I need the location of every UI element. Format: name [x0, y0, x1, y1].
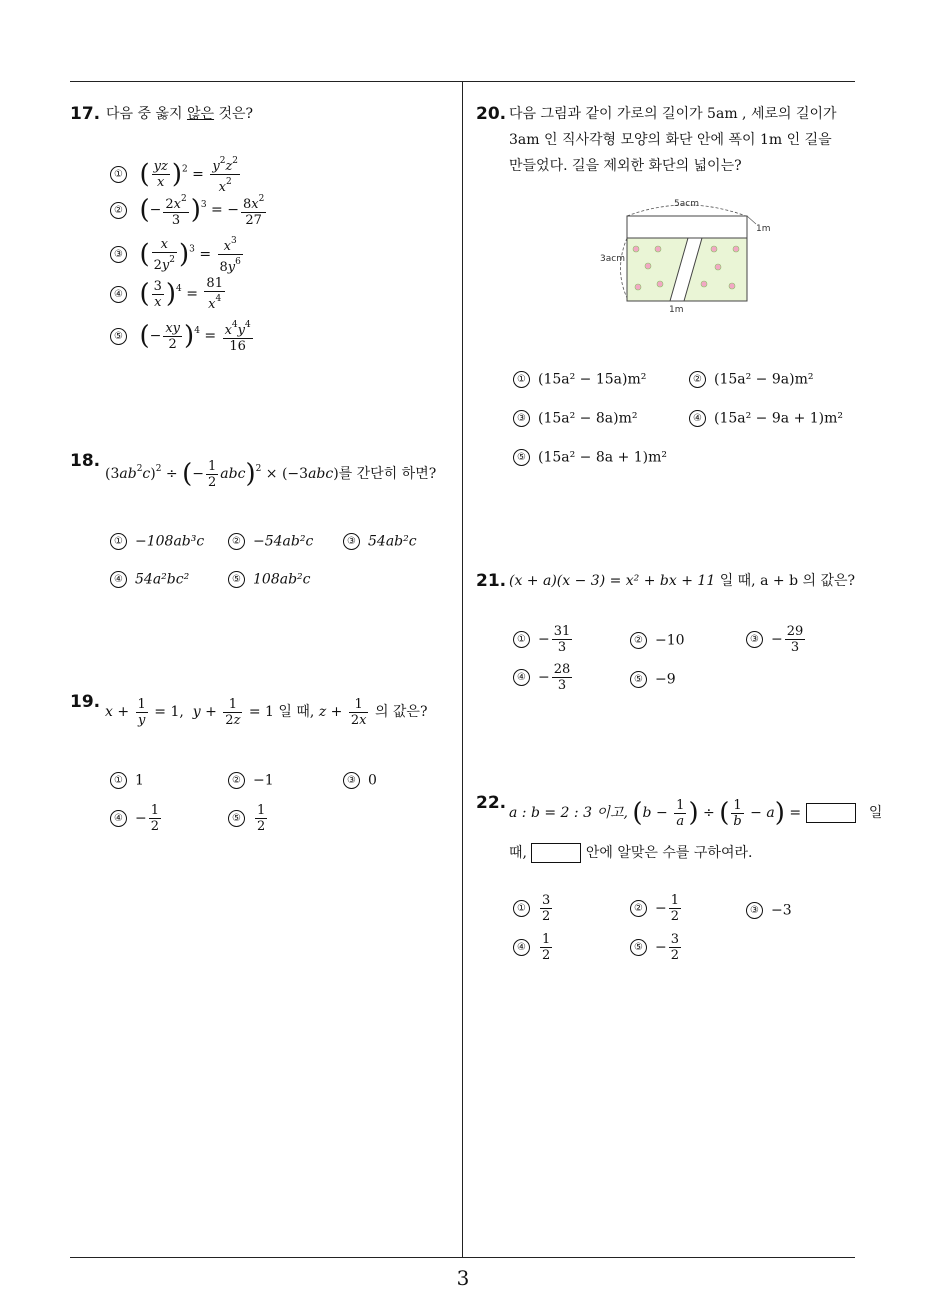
option-mark: ①	[110, 533, 127, 550]
q18-number: 18.	[70, 451, 101, 471]
answer-box[interactable]	[531, 843, 581, 863]
q18-option-1[interactable]: ① −108ab³c	[110, 533, 204, 550]
option-mark: ③	[343, 772, 360, 789]
option-mark: ①	[513, 371, 530, 388]
bottom-rule	[70, 1257, 855, 1258]
q20-line-1: 다음 그림과 같이 가로의 길이가 5am , 세로의 길이가	[509, 106, 837, 122]
q17-option-2[interactable]: ② (− $\frac{2x^2}{3}$ )$^3$ = − $\frac{8x^2}{27}$	[110, 192, 268, 228]
q22-number: 22.	[476, 793, 507, 813]
option-mark: ④	[513, 939, 530, 956]
q18-option-3[interactable]: ③ 54ab²c	[343, 533, 417, 550]
q21-number: 21.	[476, 571, 507, 591]
option-mark: ④	[110, 286, 127, 303]
height-label: 3acm	[600, 254, 625, 264]
road-width-tick	[747, 216, 756, 224]
q20-option-2[interactable]: ② (15a² − 9a)m²	[689, 371, 813, 388]
q19-option-5[interactable]: ⑤ $\frac{1}{2}$	[228, 803, 269, 834]
option-mark: ③	[343, 533, 360, 550]
option-mark: ③	[110, 246, 127, 263]
flower-icon	[633, 246, 639, 252]
option-mark: ①	[110, 772, 127, 789]
q20-option-5[interactable]: ⑤ (15a² − 8a + 1)m²	[513, 449, 667, 466]
option-mark: ②	[689, 371, 706, 388]
q19-option-3[interactable]: ③ 0	[343, 772, 377, 789]
option-mark: ②	[630, 900, 647, 917]
option-mark: ④	[689, 410, 706, 427]
option-mark: ②	[630, 632, 647, 649]
option-mark: ②	[228, 772, 245, 789]
option-mark: ①	[513, 631, 530, 648]
width-label: 5acm	[674, 199, 699, 209]
q17-stem: 다음 중 옳지 않은 것은?	[106, 106, 254, 122]
q22-option-5[interactable]: ⑤ − $\frac{3}{2}$	[630, 932, 683, 963]
q21-option-4[interactable]: ④ − $\frac{28}{3}$	[513, 662, 574, 693]
option-mark: ⑤	[228, 571, 245, 588]
column-divider	[462, 82, 463, 1258]
q20-option-4[interactable]: ④ (15a² − 9a + 1)m²	[689, 410, 843, 427]
q21-option-5[interactable]: ⑤ −9	[630, 671, 676, 688]
q17-option-3[interactable]: ③ ( $\frac{x}{2y^2}$ )$^3$ = $\frac{x^3}{8y^6}$	[110, 234, 245, 275]
q17-number: 17.	[70, 104, 101, 124]
q18-option-2[interactable]: ② −54ab²c	[228, 533, 313, 550]
option-mark: ⑤	[513, 449, 530, 466]
flower-icon	[729, 283, 735, 289]
bottom-road-label: 1m	[669, 305, 684, 315]
q19-stem: x + $\frac{1}{y}$ = 1, y + $\frac{1}{2z}$ = 1 일 때, z + $\frac{1}{2x}$ 의 값은?	[105, 696, 428, 728]
q20-line-3: 만들었다. 길을 제외한 화단의 넓이는?	[509, 158, 742, 174]
q18-stem: $(3ab^2c)^2$ ÷ (− $\frac{1}{2}$ abc)$^2$ × (−3abc)를 간단히 하면?	[105, 458, 437, 490]
q19-option-1[interactable]: ① 1	[110, 772, 144, 789]
q20-line-2: 3am 인 직사각형 모양의 화단 안에 폭이 1m 인 길을	[509, 132, 832, 148]
flower-icon	[655, 246, 661, 252]
option-mark: ④	[110, 810, 127, 827]
q20-option-3[interactable]: ③ (15a² − 8a)m²	[513, 410, 637, 427]
q17-option-4[interactable]: ④ ( $\frac{3}{x}$ )$^4$ = $\frac{81}{x^4}$	[110, 276, 227, 312]
option-mark: ④	[110, 571, 127, 588]
q22-option-4[interactable]: ④ $\frac{1}{2}$	[513, 932, 554, 963]
q19-option-2[interactable]: ② −1	[228, 772, 274, 789]
option-mark: ③	[513, 410, 530, 427]
q19-number: 19.	[70, 692, 101, 712]
q17-option-5[interactable]: ⑤ (− $\frac{xy}{2}$ )$^4$ = $\frac{x^4y^4}{16}$	[110, 318, 255, 354]
option-mark: ③	[746, 631, 763, 648]
q22-option-2[interactable]: ② − $\frac{1}{2}$	[630, 893, 683, 924]
option-mark: ⑤	[630, 671, 647, 688]
option-mark: ⑤	[110, 328, 127, 345]
q21-option-1[interactable]: ① − $\frac{31}{3}$	[513, 624, 574, 655]
flower-icon	[701, 281, 707, 287]
top-road-label: 1m	[756, 224, 771, 234]
q21-option-3[interactable]: ③ − $\frac{29}{3}$	[746, 624, 807, 655]
option-mark: ①	[110, 166, 127, 183]
q20-option-1[interactable]: ① (15a² − 15a)m²	[513, 371, 646, 388]
page-number: 3	[456, 1266, 470, 1290]
q22-line-2: 때, 안에 알맞은 수를 구하여라.	[509, 845, 753, 861]
option-mark: ②	[228, 533, 245, 550]
height-brace	[621, 238, 628, 298]
flower-icon	[645, 263, 651, 269]
flower-icon	[635, 284, 641, 290]
q17-option-1[interactable]: ① ( $\frac{yz}{x}$ )$^2$ = $\frac{y^2z^2}{x^2}$	[110, 154, 242, 195]
option-mark: ④	[513, 669, 530, 686]
q20-number: 20.	[476, 104, 507, 124]
flower-icon	[715, 264, 721, 270]
q22-option-3[interactable]: ③ −3	[746, 902, 792, 919]
flower-icon	[711, 246, 717, 252]
option-mark: ③	[746, 902, 763, 919]
flower-icon	[657, 281, 663, 287]
q18-option-4[interactable]: ④ 54a²bc²	[110, 571, 189, 588]
option-mark: ⑤	[630, 939, 647, 956]
q22-line-1: a : b = 2 : 3 이고, (b − $\frac{1}{a}$ ) ÷ ( $\frac{1}{b}$ − a) = 일	[509, 797, 883, 829]
q19-option-4[interactable]: ④ − $\frac{1}{2}$	[110, 803, 163, 834]
q21-stem: (x + a)(x − 3) = x² + bx + 11 일 때, a + b 의 값은?	[509, 573, 856, 589]
flower-icon	[733, 246, 739, 252]
garden-figure	[596, 194, 786, 316]
option-mark: ②	[110, 202, 127, 219]
q21-option-2[interactable]: ② −10	[630, 632, 685, 649]
q18-option-5[interactable]: ⑤ 108ab²c	[228, 571, 310, 588]
q22-option-1[interactable]: ① $\frac{3}{2}$	[513, 893, 554, 924]
option-mark: ①	[513, 900, 530, 917]
answer-box[interactable]	[806, 803, 856, 823]
option-mark: ⑤	[228, 810, 245, 827]
